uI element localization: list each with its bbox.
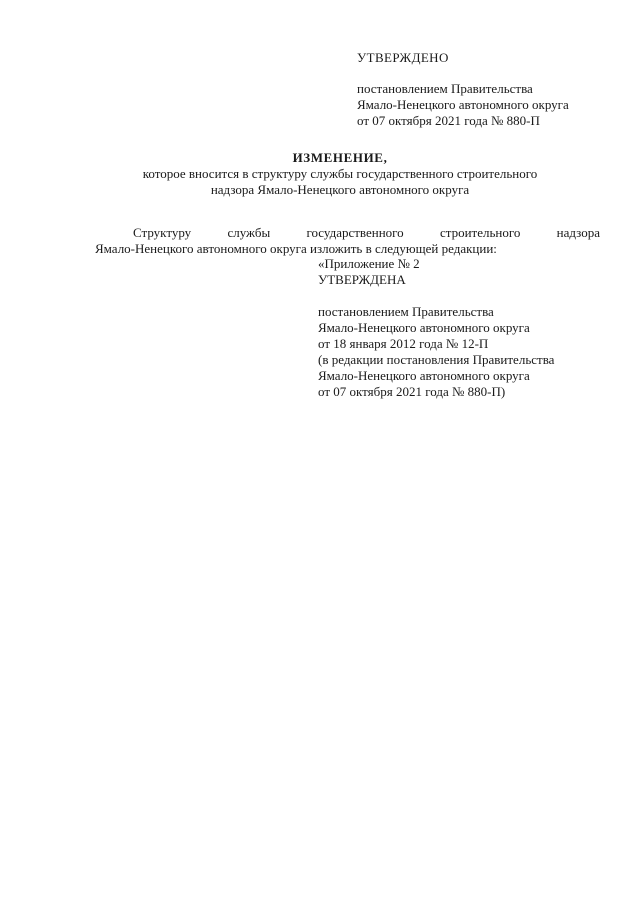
- spacer: [318, 288, 554, 304]
- paragraph-word: Структуру: [133, 225, 192, 240]
- document-title: [60, 150, 620, 198]
- appendix-line: от 18 января 2012 года № 12-П: [318, 336, 489, 351]
- appendix-heading: УТВЕРЖДЕНА: [318, 272, 406, 287]
- appendix-line: постановлением Правительства: [318, 304, 494, 319]
- title-subtitle-line: которое вносится в структуру службы государственного строительного: [142, 166, 538, 181]
- title-subtitle-line: надзора Ямало-Ненецкого автономного округа: [210, 182, 470, 197]
- approval-line: от 07 октября 2021 года № 880-П: [357, 113, 540, 128]
- paragraph-word: государственного: [306, 225, 404, 240]
- paragraph-word: службы: [227, 225, 271, 240]
- appendix-line: (в редакции постановления Правительства: [318, 352, 555, 367]
- appendix-label: «Приложение № 2: [318, 256, 420, 271]
- approval-block-appendix: [318, 256, 554, 400]
- approval-block-top: [357, 50, 569, 129]
- paragraph-word: строительного: [439, 225, 521, 240]
- approval-heading: УТВЕРЖДЕНО: [357, 50, 449, 65]
- approval-line: Ямало-Ненецкого автономного округа: [357, 97, 569, 112]
- body-paragraph: [95, 225, 600, 257]
- appendix-line: от 07 октября 2021 года № 880-П): [318, 384, 506, 399]
- approval-line: постановлением Правительства: [357, 81, 533, 96]
- paragraph-word: надзора: [556, 225, 600, 240]
- paragraph-second-line: Ямало-Ненецкого автономного округа изложить в следующей редакции:: [95, 241, 497, 256]
- appendix-line: Ямало-Ненецкого автономного округа: [318, 320, 530, 335]
- paragraph-first-line: [95, 225, 600, 241]
- appendix-line: Ямало-Ненецкого автономного округа: [318, 368, 530, 383]
- title-main: ИЗМЕНЕНИЕ,: [292, 150, 388, 165]
